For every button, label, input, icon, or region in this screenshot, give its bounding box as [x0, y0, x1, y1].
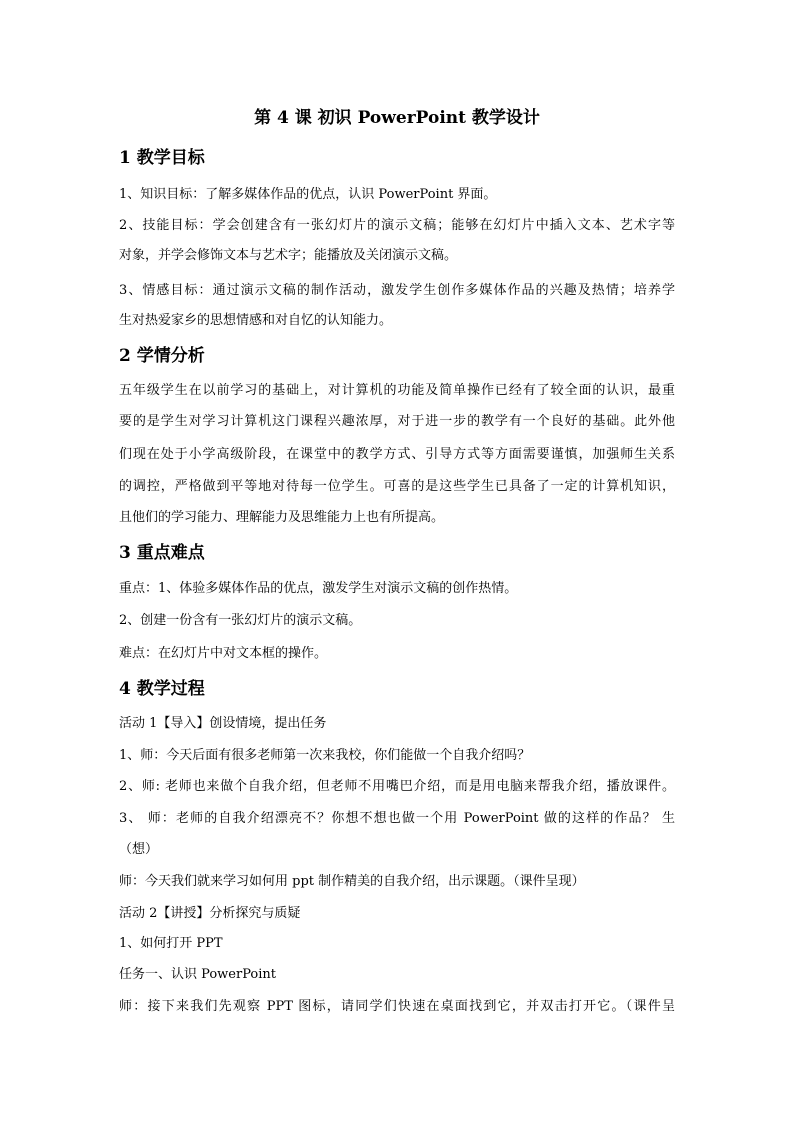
paragraph-line: 1、知识目标：了解多媒体作品的优点，认识 PowerPoint 界面。	[119, 187, 497, 202]
paragraph-line: （想）	[119, 842, 159, 857]
paragraph-line: 1、师：今天后面有很多老师第一次来我校，你们能做一个自我介绍吗？	[119, 748, 531, 763]
section-heading-analysis: 2 学情分析	[119, 346, 205, 366]
paragraph-line: 任务一、认识 PowerPoint	[119, 967, 277, 982]
paragraph-line: 活动 2【讲授】分析探究与质疑	[119, 906, 301, 921]
paragraph-line: 的调控，严格做到平等地对待每一位学生。可喜的是这些学生已具备了一定的计算机知识，	[119, 479, 675, 494]
paragraph-line: 五年级学生在以前学习的基础上，对计算机的功能及简单操作已经有了较全面的认识，最重	[119, 383, 675, 398]
paragraph-line: 难点：在幻灯片中对文本框的操作。	[119, 646, 328, 661]
document-title: 第 4 课 初识 PowerPoint 教学设计	[254, 108, 540, 128]
section-heading-objectives: 1 教学目标	[119, 148, 205, 168]
section-heading-process: 4 教学过程	[119, 679, 205, 699]
paragraph-line: 师：今天我们就来学习如何用 ppt 制作精美的自我介绍，出示课题。（课件呈现）	[119, 874, 585, 889]
paragraph-line: 且他们的学习能力、理解能力及思维能力上也有所提高。	[119, 510, 445, 525]
paragraph-line: 1、如何打开 PPT	[119, 936, 223, 951]
paragraph-line: 对象，并学会修饰文本与艺术字；能播放及关闭演示文稿。	[119, 248, 458, 263]
paragraph-line: 重点：1、体验多媒体作品的优点，激发学生对演示文稿的创作热情。	[119, 581, 518, 596]
paragraph-line: 活动 1【导入】创设情境，提出任务	[119, 716, 327, 731]
paragraph-line: 要的是学生对学习计算机这门课程兴趣浓厚，对于进一步的教学有一个良好的基础。此外他	[119, 414, 675, 429]
paragraph-line: 师：接下来我们先观察 PPT 图标，请同学们快速在桌面找到它，并双击打开它。（课件呈	[119, 999, 675, 1014]
paragraph-line: 3、 师：老师的自我介绍漂亮不？你想不想也做一个用 PowerPoint 做的这样的作品？ 生	[119, 811, 675, 826]
paragraph-line: 2、创建一份含有一张幻灯片的演示文稿。	[119, 613, 362, 628]
paragraph-line: 生对热爱家乡的思想情感和对自忆的认知能力。	[119, 313, 393, 328]
paragraph-line: 们现在处于小学高级阶段，在课堂中的教学方式、引导方式等方面需要谨慎，加强师生关系	[119, 447, 675, 462]
paragraph-line: 2、师: 老师也来做个自我介绍，但老师不用嘴巴介绍，而是用电脑来帮我介绍，播放课件。	[119, 779, 675, 794]
section-heading-key-points: 3 重点难点	[119, 543, 205, 563]
paragraph-line: 3、情感目标：通过演示文稿的制作活动，激发学生创作多媒体作品的兴趣及热情；培养学	[119, 283, 675, 298]
paragraph-line: 2、技能目标：学会创建含有一张幻灯片的演示文稿；能够在幻灯片中插入文本、艺术字等	[119, 218, 675, 233]
